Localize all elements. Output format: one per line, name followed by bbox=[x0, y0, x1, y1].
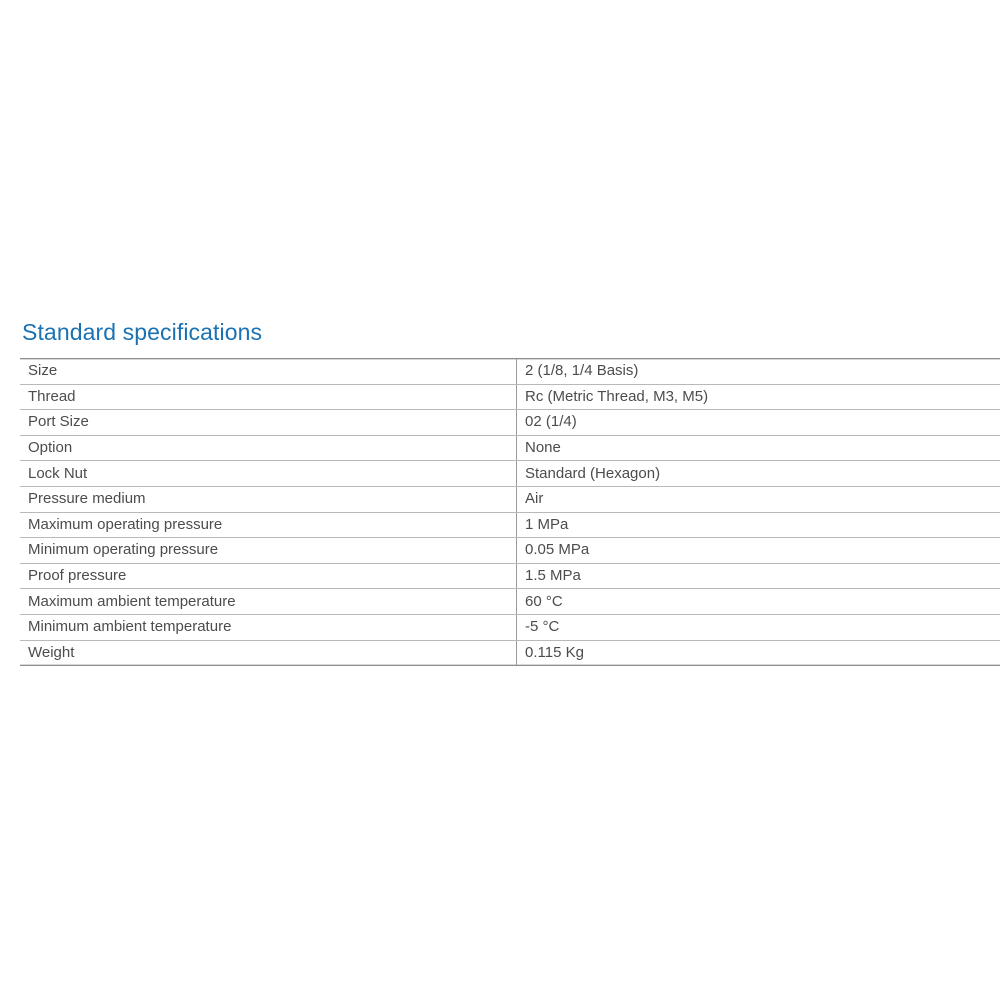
spec-label-cell: Thread bbox=[20, 384, 517, 410]
table-row bbox=[20, 486, 1000, 512]
spec-value-cell: 0.05 MPa bbox=[517, 538, 1000, 564]
spec-table bbox=[20, 358, 1000, 666]
spec-value-cell: 1 MPa bbox=[517, 512, 1000, 538]
spec-label-cell: Size bbox=[20, 359, 517, 385]
spec-label-cell: Weight bbox=[20, 640, 517, 666]
standard-specifications-table bbox=[20, 358, 995, 666]
table-row bbox=[20, 538, 1000, 564]
spec-label-cell: Port Size bbox=[20, 410, 517, 436]
spec-label-cell: Minimum ambient temperature bbox=[20, 614, 517, 640]
table-row bbox=[20, 614, 1000, 640]
table-row bbox=[20, 589, 1000, 615]
spec-value-cell: 2 (1/8, 1/4 Basis) bbox=[517, 359, 1000, 385]
page-title: Standard specifications bbox=[22, 319, 263, 345]
spec-label-cell: Option bbox=[20, 435, 517, 461]
table-row bbox=[20, 640, 1000, 666]
table-row bbox=[20, 461, 1000, 487]
spec-table-body bbox=[20, 359, 1000, 666]
table-row bbox=[20, 410, 1000, 436]
table-row bbox=[20, 435, 1000, 461]
spec-label-cell: Maximum ambient temperature bbox=[20, 589, 517, 615]
spec-label-cell: Proof pressure bbox=[20, 563, 517, 589]
spec-value-cell: Rc (Metric Thread, M3, M5) bbox=[517, 384, 1000, 410]
spec-value-cell: Air bbox=[517, 486, 1000, 512]
spec-label-cell: Lock Nut bbox=[20, 461, 517, 487]
spec-label-cell: Minimum operating pressure bbox=[20, 538, 517, 564]
spec-label-cell: Maximum operating pressure bbox=[20, 512, 517, 538]
spec-value-cell: None bbox=[517, 435, 1000, 461]
spec-label-cell: Pressure medium bbox=[20, 486, 517, 512]
table-row bbox=[20, 512, 1000, 538]
spec-value-cell: 60 °C bbox=[517, 589, 1000, 615]
table-row bbox=[20, 563, 1000, 589]
spec-value-cell: 02 (1/4) bbox=[517, 410, 1000, 436]
spec-value-cell: -5 °C bbox=[517, 614, 1000, 640]
table-row bbox=[20, 384, 1000, 410]
spec-value-cell: 1.5 MPa bbox=[517, 563, 1000, 589]
table-row bbox=[20, 359, 1000, 385]
spec-value-cell: Standard (Hexagon) bbox=[517, 461, 1000, 487]
spec-value-cell: 0.115 Kg bbox=[517, 640, 1000, 666]
